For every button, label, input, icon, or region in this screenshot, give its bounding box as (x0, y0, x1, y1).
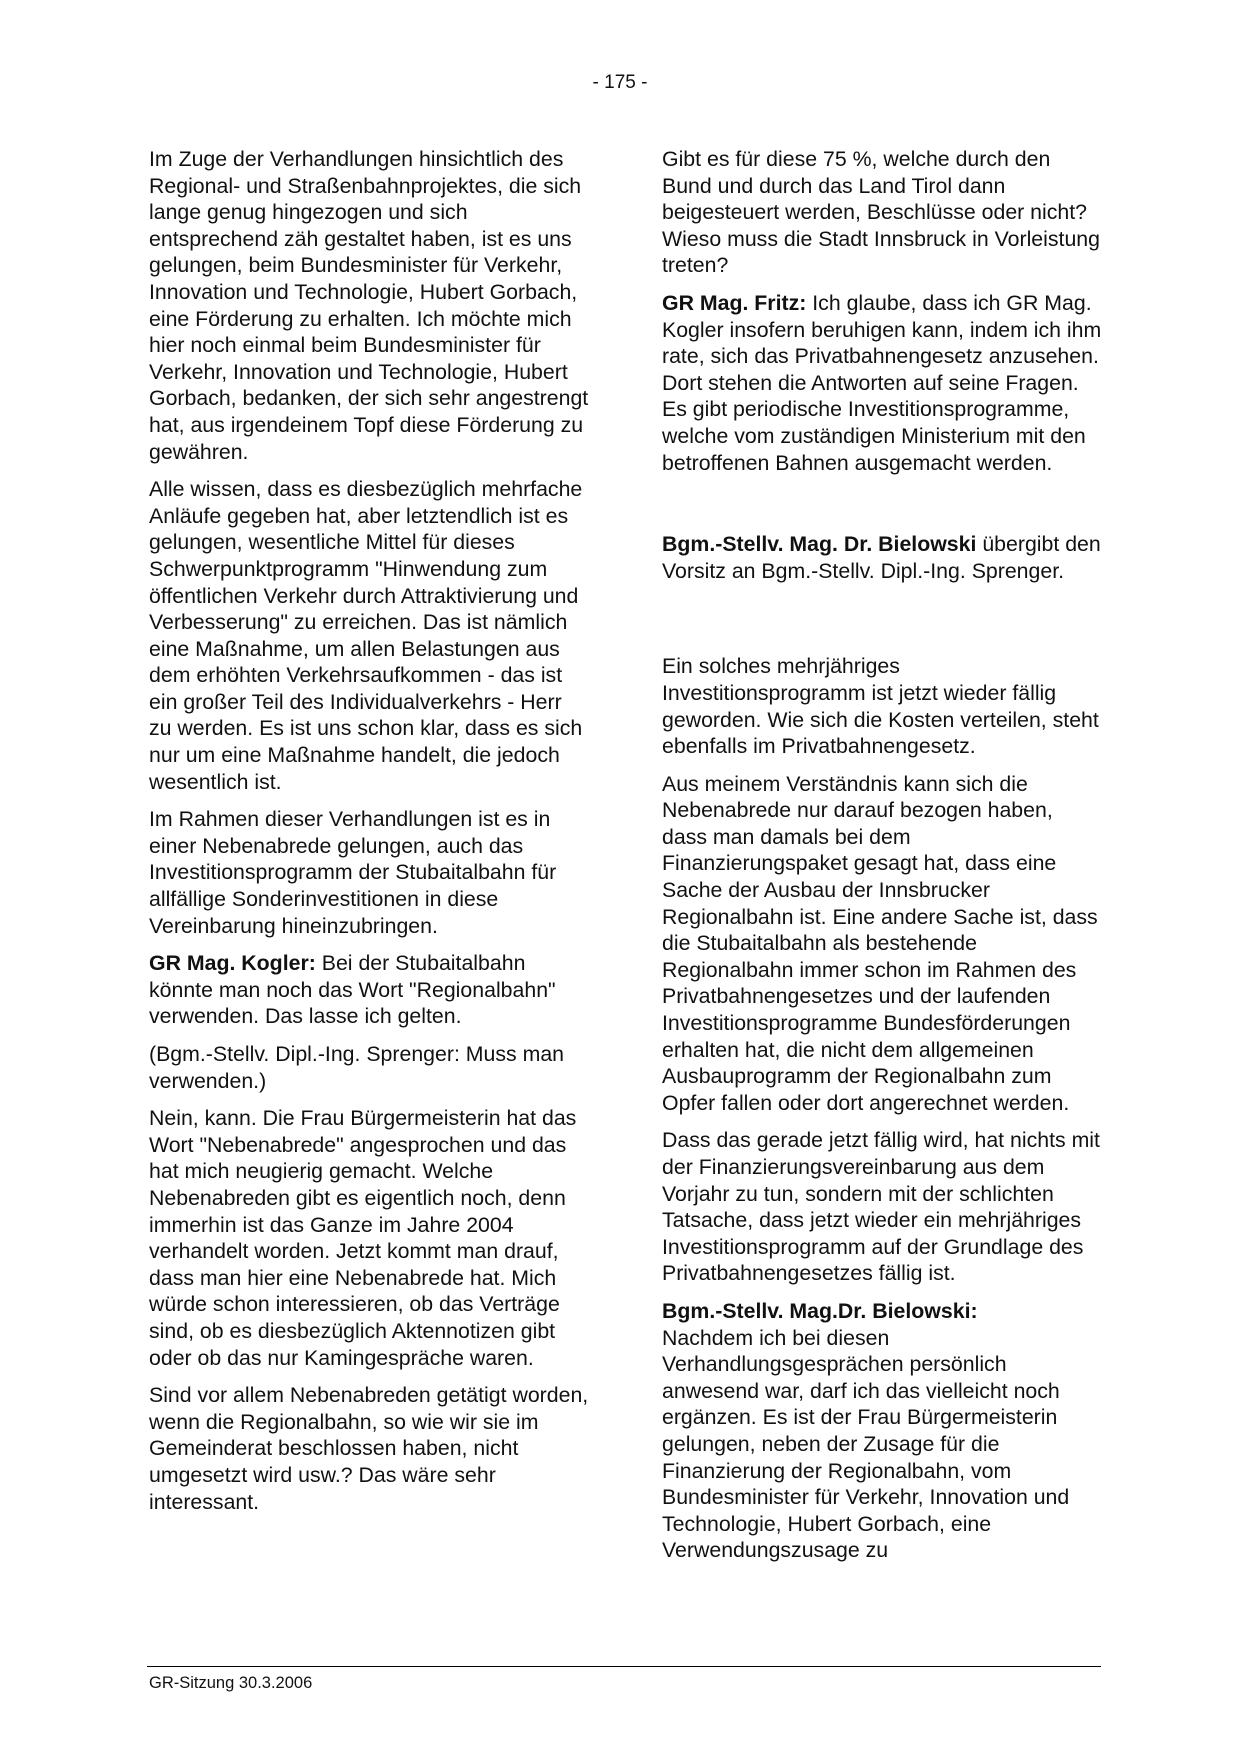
paragraph: Im Rahmen dieser Verhandlungen ist es in einer Nebenabrede gelungen, auch das Investitionsprogramm der Stubaitalbahn für allfällige Sonderinvestitionen in diese Vereinbarung hineinzubringen. (149, 807, 557, 938)
left-column (149, 146, 589, 1526)
spacer (662, 595, 1102, 653)
speech-text: Ich glaube, dass ich GR Mag. Kogler insofern beruhigen kann, indem ich ihm rate, sich das Privatbahnengesetz anzusehen. Dort stehen die Antworten auf seine Fragen. Es gibt periodische Investitionsprogramme, welche vom zuständigen Ministerium mit den betroffenen Bahnen ausgemacht werden. (662, 290, 1102, 475)
speech-text: Nachdem ich bei diesen Verhandlungsgesprächen persönlich anwesend war, darf ich das vielleicht noch ergänzen. Es ist der Frau Bürgermeisterin gelungen, neben der Zusage für die Finanzierung der Regionalbahn, vom Bundesminister für Verkehr, Innovation und Technologie, Hubert Gorbach, eine Verwendungszusage zu (662, 1325, 1070, 1563)
spacer (662, 487, 1102, 531)
speaker-name: GR Mag. Fritz: (662, 290, 807, 315)
paragraph: Aus meinem Verständnis kann sich die Nebenabrede nur darauf bezogen haben, dass man damals bei dem Finanzierungspaket gesagt hat, dass eine Sache der Ausbau der Innsbrucker Regionalbahn ist. Eine andere Sache ist, dass die Stubaitalbahn als bestehende Regionalbahn immer schon im Rahmen des Privatbahnengesetzes und der laufenden Investitionsprogramme Bundesförderungen erhalten hat, die nicht dem allgemeinen Ausbauprogramm der Regionalbahn zum Opfer fallen oder dort angerechnet werden. (662, 771, 1098, 1115)
note-text: übergibt den Vorsitz an Bgm.-Stellv. Dipl.-Ing. Sprenger. (662, 532, 1101, 583)
speaker-name: Bgm.-Stellv. Mag.Dr. Bielowski: (662, 1298, 978, 1323)
paragraph: Alle wissen, dass es diesbezüglich mehrfache Anläufe gegeben hat, aber letztendlich ist es gelungen, wesentliche Mittel für dieses Schwerpunktprogramm "Hinwendung zum öffentlichen Verkehr durch Attraktivierung und Verbesserung" zu erreichen. Das ist nämlich eine Maßnahme, um allen Belastungen aus dem erhöhten Verkehrsaufkommen - das ist ein großer Teil des Individualverkehrs - Herr zu werden. Es ist uns schon klar, dass es sich nur um eine Maßnahme handelt, die jedoch wesentlich ist. (149, 477, 583, 794)
speech-text: Bei der Stubaitalbahn könnte man noch das Wort "Regionalbahn" verwenden. Das lasse ich gelten. (149, 951, 556, 1029)
interjection: (Bgm.-Stellv. Dipl.-Ing. Sprenger: Muss man verwenden.) (149, 1042, 565, 1093)
page-number: - 175 - (592, 72, 648, 93)
paragraph: Sind vor allem Nebenabreden getätigt worden, wenn die Regionalbahn, so wie wir sie im Gemeinderat beschlossen haben, nicht umgesetzt wird usw.? Das wäre sehr interessant. (149, 1383, 589, 1514)
speaker-name: Bgm.-Stellv. Mag. Dr. Bielowski (662, 532, 977, 557)
paragraph: Im Zuge der Verhandlungen hinsichtlich des Regional- und Straßenbahnprojektes, die sich lange genug hingezogen und sich entsprechend zäh gestaltet haben, ist es uns gelungen, beim Bundesminister für Verkehr, Innovation und Technologie, Hubert Gorbach, eine Förderung zu erhalten. Ich möchte mich hier noch einmal beim Bundesminister für Verkehr, Innovation und Technologie, Hubert Gorbach, bedanken, der sich sehr angestrengt hat, aus irgendeinem Topf diese Förderung zu gewähren. (149, 147, 589, 464)
procedural-note (662, 531, 1102, 584)
right-column (662, 146, 1102, 1575)
footer-divider (147, 1666, 1101, 1667)
speech-kogler (149, 950, 589, 1030)
paragraph: Nein, kann. Die Frau Bürgermeisterin hat das Wort "Nebenabrede" angesprochen und das hat mich neugierig gemacht. Welche Nebenabreden gibt es eigentlich noch, denn immerhin ist das Ganze im Jahre 2004 verhandelt worden. Jetzt kommt man drauf, dass man hier eine Nebenabrede hat. Mich würde schon interessieren, ob das Verträge sind, ob es diesbezüglich Aktennotizen gibt oder ob das nur Kamingespräche waren. (149, 1106, 577, 1370)
speaker-name: GR Mag. Kogler: (149, 951, 316, 976)
footer-session-date: GR-Sitzung 30.3.2006 (149, 1674, 313, 1692)
paragraph: Ein solches mehrjähriges Investitionsprogramm ist jetzt wieder fällig geworden. Wie sich die Kosten verteilen, steht ebenfalls im Privatbahnengesetz. (662, 654, 1099, 759)
speech-fritz (662, 290, 1102, 476)
paragraph: Dass das gerade jetzt fällig wird, hat nichts mit der Finanzierungsvereinbarung aus dem Vorjahr zu tun, sondern mit der schlichten Tatsache, dass jetzt wieder ein mehrjähriges Investitionsprogramm auf der Grundlage des Privatbahnengesetzes fällig ist. (662, 1128, 1100, 1286)
speech-bielowski (662, 1298, 1102, 1564)
paragraph: Gibt es für diese 75 %, welche durch den Bund und durch das Land Tirol dann beigesteuert werden, Beschlüsse oder nicht? Wieso muss die Stadt Innsbruck in Vorleistung treten? (662, 147, 1100, 278)
